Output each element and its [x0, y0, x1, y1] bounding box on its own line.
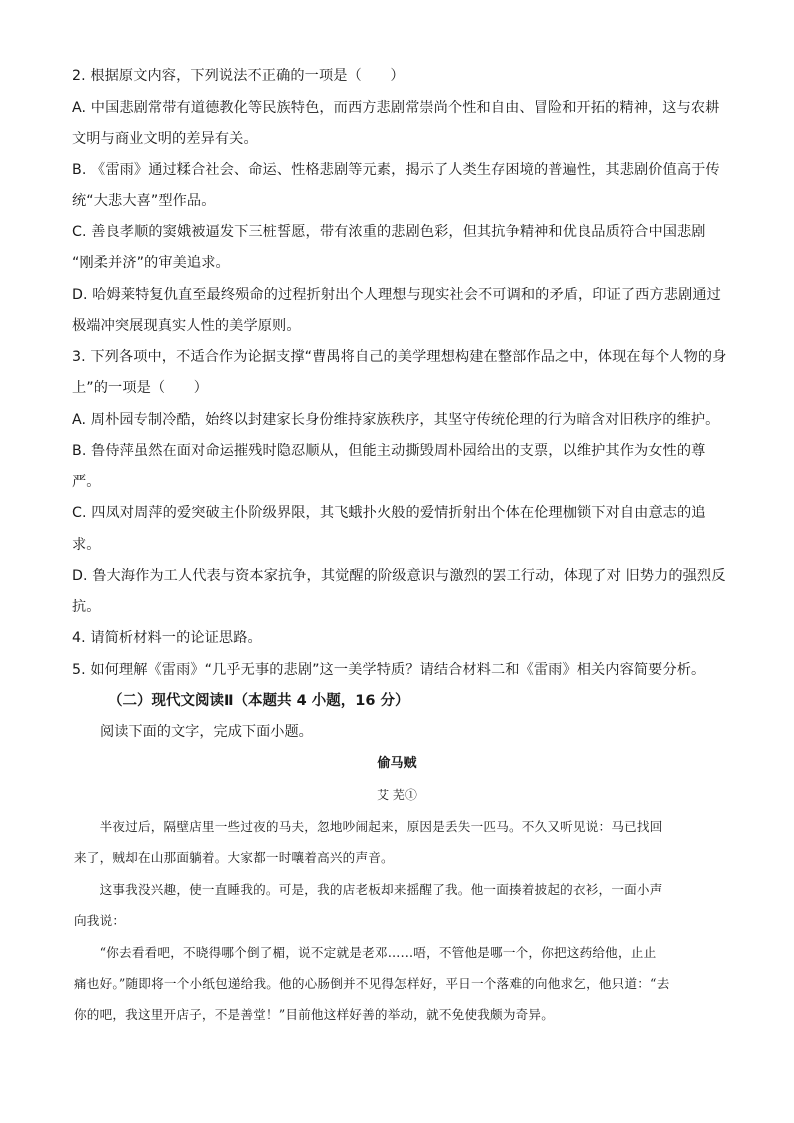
question-3-option-a: A. 周朴园专制冷酷，始终以封建家长身份维持家族秩序，其坚守传统伦理的行为暗含对旧秩序的维护。 [72, 412, 720, 428]
story-paragraph-2: 这事我没兴趣，使一直睡我的。可是，我的店老板却来摇醒了我。他一面揍着披起的衣衫，一面小声 [74, 882, 663, 897]
question-2-option-a-cont: 文明与商业文明的差异有关。 [72, 131, 258, 147]
question-2-option-d-cont: 极端冲突展现真实人性的美学原则。 [72, 318, 301, 334]
question-3-stem: 3. 下列各项中，不适合作为论据支撑“曹禺将自己的美学理想构建在整部作品之中，体现在每个人物的身 [72, 349, 727, 365]
story-paragraph-3: “你去看看吧，不晓得哪个倒了楣，说不定就是老邓……唔，不管他是哪一个，你把这药给他，止止 [74, 945, 657, 960]
story-paragraph-3-cont-2: 你的吧，我这里开店子，不是善堂！”目前他这样好善的举动，就不免使我颇为奇异。 [74, 1007, 555, 1022]
question-2-option-d: D. 哈姆莱特复仇直至最终殒命的过程折射出个人理想与现实社会不可调和的矛盾，印证了西方悲剧通过 [72, 287, 721, 303]
question-2-option-a: A. 中国悲剧常带有道德教化等民族特色，而西方悲剧常崇尚个性和自由、冒险和开拓的精神，这与农耕 [72, 100, 720, 116]
story-paragraph-1-cont: 来了，贼却在山那面躺着。大家都一时嚷着高兴的声音。 [74, 850, 394, 865]
story-paragraph-3-cont: 痛也好。”随即将一个小纸包递给我。他的心肠倒并不见得怎样好，平日一个落难的向他求乞，他只道：“去 [74, 976, 670, 991]
question-4-stem: 4. 请简析材料一的论证思路。 [72, 630, 262, 646]
story-paragraph-2-cont: 向我说： [74, 913, 126, 928]
section-2-instruction: 阅读下面的文字，完成下面小题。 [100, 724, 313, 740]
question-2-option-b: B. 《雷雨》通过糅合社会、命运、性格悲剧等元素，揭示了人类生存困境的普遍性，其悲剧价值高于传 [72, 162, 720, 178]
question-2-option-b-cont: 统“大悲大喜”型作品。 [72, 193, 216, 209]
question-3-option-d-cont: 抗。 [72, 599, 101, 615]
story-author: 艾 芜① [377, 788, 417, 802]
question-5-stem: 5. 如何理解《雷雨》“几乎无事的悲剧”这一美学特质？请结合材料二和《雷雨》相关内容简要分析。 [72, 662, 706, 678]
question-2-stem: 2. 根据原文内容，下列说法不正确的一项是（ ） [72, 68, 405, 84]
section-2-title: （二）现代文阅读Ⅱ（本题共 4 小题，16 分） [108, 693, 410, 709]
story-paragraph-1: 半夜过后，隔壁店里一些过夜的马夫，忽地吵闹起来，原因是丢失一匹马。不久又听见说：马已找回 [74, 819, 663, 834]
question-3-stem-cont: 上”的一项是（ ） [72, 380, 209, 396]
question-3-option-d: D. 鲁大海作为工人代表与资本家抗争，其觉醒的阶级意识与激烈的罢工行动，体现了对 旧势力的强烈反 [72, 568, 726, 584]
question-2-option-c: C. 善良孝顺的窦娥被逼发下三桩誓愿，带有浓重的悲剧色彩，但其抗争精神和优良品质符合中国悲剧 [72, 224, 706, 240]
question-3-option-b-cont: 严。 [72, 474, 101, 490]
story-title: 偷马贼 [377, 756, 417, 771]
question-3-option-c: C. 四凤对周萍的爱突破主仆阶级界限，其飞蛾扑火般的爱情折射出个体在伦理枷锁下对自由意志的追 [72, 505, 706, 521]
question-3-option-b: B. 鲁侍萍虽然在面对命运摧残时隐忍顺从，但能主动撕毁周朴园给出的支票，以维护其作为女性的尊 [72, 443, 706, 459]
question-2-option-c-cont: “刚柔并济”的审美追求。 [72, 255, 230, 271]
question-3-option-c-cont: 求。 [72, 537, 101, 553]
